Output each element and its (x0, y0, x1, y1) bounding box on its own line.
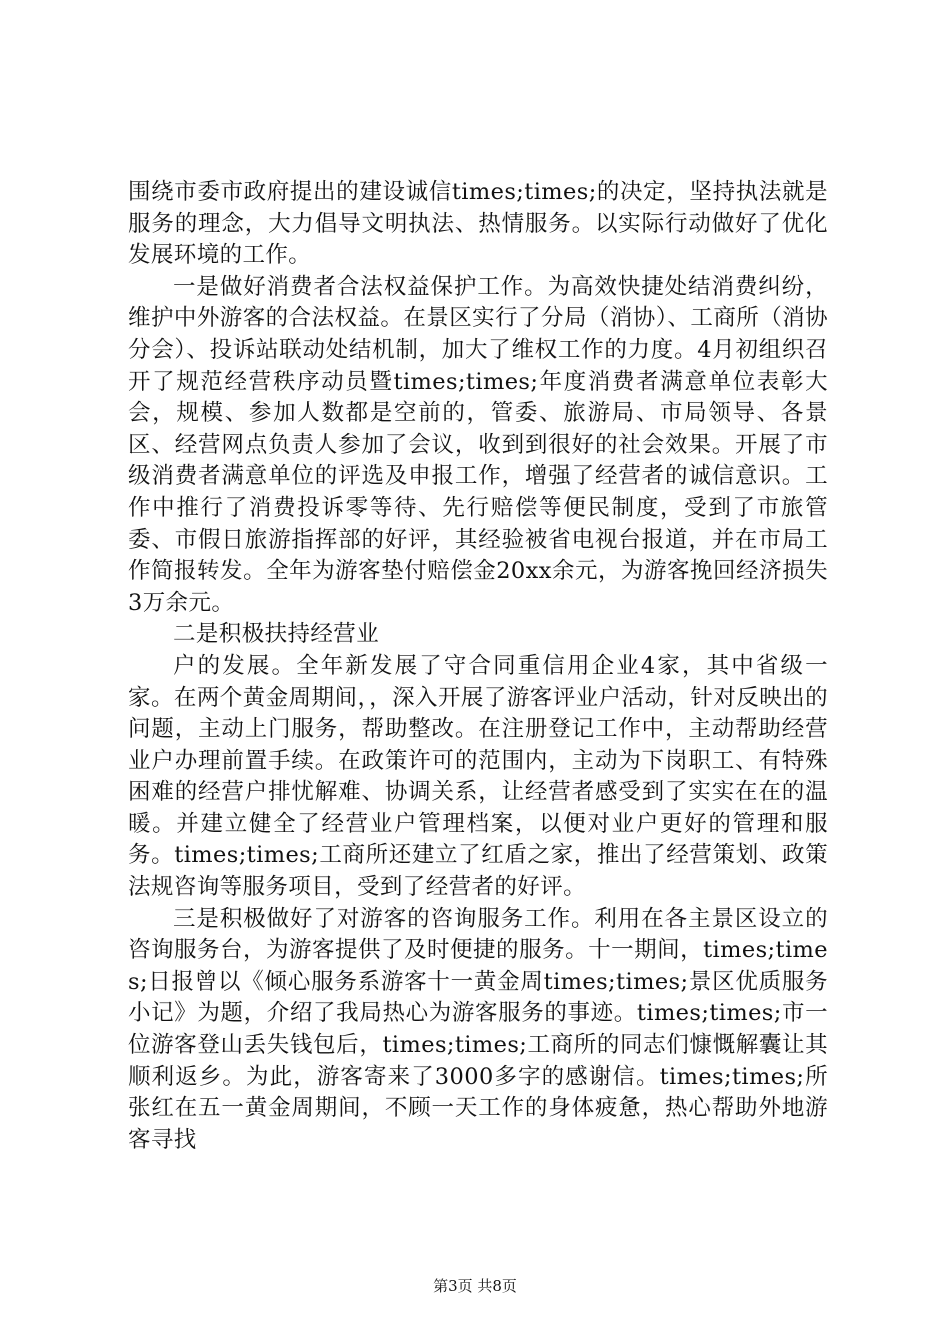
paragraph-business-development: 户的发展。全年新发展了守合同重信用企业4家，其中省级一家。在两个黄金周期间，，深入开展了游客评业户活动，针对反映出的问题，主动上门服务，帮助整改。在注册登记工作中，主动帮助经营业户办理前置手续。在政策许可的范围内，主动为下岗职工、有特殊困难的经营户排忧解难、协调关系，让经营者感受到了实实在在的温暖。并建立健全了经营业户管理档案，以便对业户更好的管理和服务。times;times;工商所还建立了红盾之家，推出了经营策划、政策法规咨询等服务项目，受到了经营者的好评。 (128, 652, 828, 901)
document-body (128, 177, 828, 1156)
paragraph-consumer-rights: 一是做好消费者合法权益保护工作。为高效快捷处结消费纠纷，维护中外游客的合法权益。在景区实行了分局（消协）、工商所（消协分会）、投诉站联动处结机制，加大了维权工作的力度。4月初组织召开了规范经营秩序动员暨times;times;年度消费者满意单位表彰大会，规模、参加人数都是空前的，管委、旅游局、市局领导、各景区、经营网点负责人参加了会议，收到到很好的社会效果。开展了市级消费者满意单位的评选及申报工作，增强了经营者的诚信意识。工作中推行了消费投诉零等待、先行赔偿等便民制度，受到了市旅管委、市假日旅游指挥部的好评，其经验被省电视台报道，并在市局工作简报转发。全年为游客垫付赔偿金20xx余元，为游客挽回经济损失3万余元。 (128, 273, 828, 616)
paragraph-intro: 围绕市委市政府提出的建设诚信times;times;的决定，坚持执法就是服务的理念，大力倡导文明执法、热情服务。以实际行动做好了优化发展环境的工作。 (128, 179, 828, 269)
paragraph-tourist-consulting: 三是积极做好了对游客的咨询服务工作。利用在各主景区设立的咨询服务台，为游客提供了及时便捷的服务。十一期间，times;times;日报曾以《倾心服务系游客十一黄金周times;times;景区优质服务小记》为题，介绍了我局热心为游客服务的事迹。times;times;市一位游客登山丢失钱包后，times;times;工商所的同志们慷慨解囊让其顺利返乡。为此，游客寄来了3000多字的感谢信。times;times;所张红在五一黄金周期间，不顾一天工作的身体疲惫，热心帮助外地游客寻找 (128, 905, 828, 1153)
paragraph-support-heading: 二是积极扶持经营业 (173, 621, 380, 648)
page-number-footer: 第3页 共8页 (433, 1277, 517, 1295)
